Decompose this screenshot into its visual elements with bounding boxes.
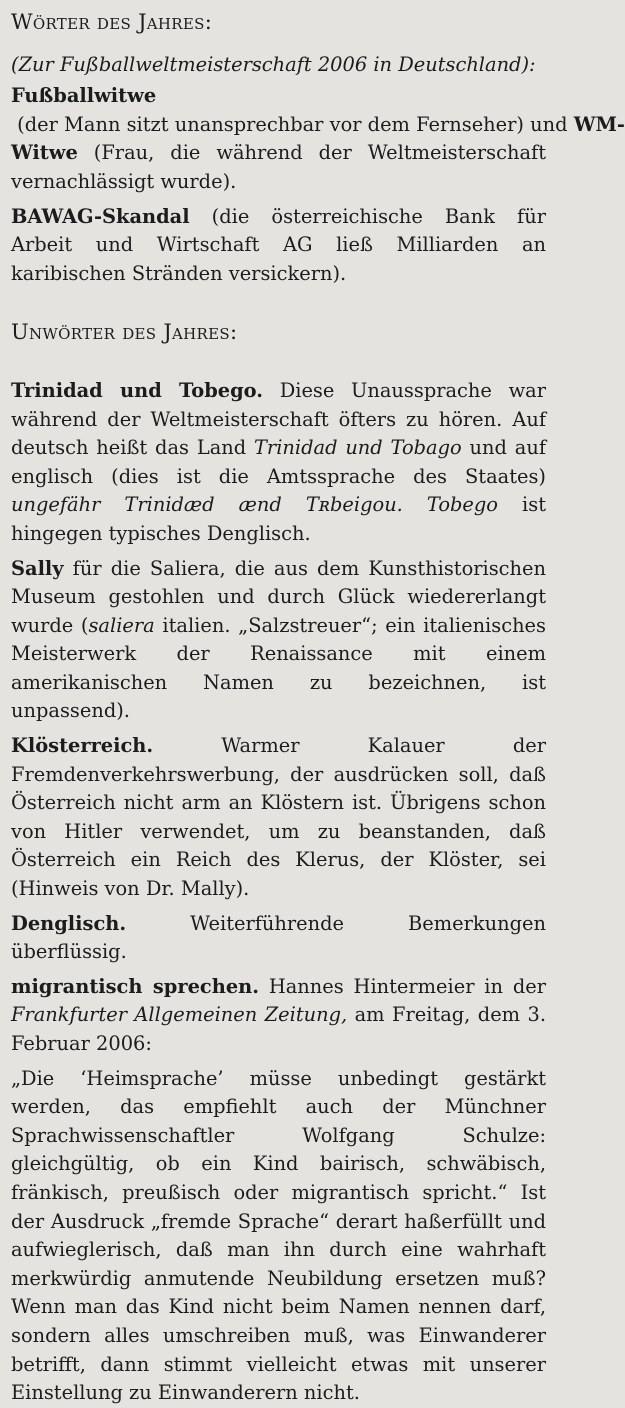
section-subtitle: (Zur Fußballweltmeisterschaft 2006 in Deutschland):	[11, 52, 536, 76]
entry-italic: Trinidad und Tobago	[254, 436, 462, 460]
entry-denglisch	[11, 910, 546, 967]
entry-fussballwitwe	[11, 82, 625, 196]
entry-trinidad	[11, 377, 546, 549]
entry-term: Trinidad und Tobego.	[11, 378, 263, 402]
entry-bawag	[11, 203, 546, 289]
section-heading-unwoerter: Unwörter des Jahres:	[11, 320, 238, 345]
entry-text: (Frau, die während der Weltmeisterschaft vernachlässigt wurde).	[11, 141, 546, 193]
entry-term: BAWAG-Skandal	[11, 204, 190, 228]
entry-text: (die österreichische Bank für Arbeit und Wirtschaft AG ließ Milliarden an karibischen Stränden versickern).	[11, 204, 546, 285]
entry-text: am Freitag, dem 3. Februar 2006:	[11, 1003, 546, 1055]
entry-text: Diese Unaussprache war während der Weltmeisterschaft öfters zu hören. Auf deutsch heißt das Land	[11, 378, 546, 460]
entry-sally	[11, 555, 546, 727]
section-heading-woerter: Wörter des Jahres:	[11, 10, 213, 34]
entry-italic: Frankfurter Allgemeinen Zeitung,	[11, 1003, 348, 1027]
entry-term: WM-Witwe	[11, 112, 625, 165]
entry-italic: ungefähr Trinidæd ænd Tʀbeigou.	[11, 493, 403, 517]
entry-term: Klösterreich.	[11, 734, 154, 758]
entry-text: Hannes Hintermeier in der	[259, 974, 546, 998]
entry-term: migrantisch sprechen.	[11, 974, 259, 998]
entry-text: Warmer Kalauer der Fremdenverkehrswerbung, der ausdrücken soll, daß Österreich nicht arm an Klöstern ist. Übrigens schon von Hitler verwendet, um zu beanstanden, daß Österreich ein Reich des Klerus, der Klöster, sei (Hinweis von Dr. Mally).	[11, 734, 546, 901]
entry-text: (der Mann sitzt unansprechbar vor dem Fernseher) und	[11, 112, 574, 136]
entry-migrantisch	[11, 973, 546, 1059]
quote-paragraph: „Die ‘Heimsprache’ müsse unbedingt gestärkt werden, das empfiehlt auch der Münchner Sprachwissenschaftler Wolfgang Schulze: gleichgültig, ob ein Kind bairisch, schwäbisch, fränkisch, preußisch oder migrantisch spricht.“ Ist der Ausdruck „fremde Sprache“ derart haßerfüllt und aufwieglerisch, daß man ihn durch eine wahrhaft merkwürdig anmutende Neubildung ersetzen muß? Wenn man das Kind nicht beim Namen nennen darf, sondern alles umschreiben muß, was Einwanderer betrifft, dann stimmt vielleicht etwas mit unserer Einstellung zu Einwanderern nicht.	[11, 1066, 546, 1405]
entry-text	[403, 493, 427, 516]
entry-italic: saliera	[88, 613, 155, 637]
entry-text: Weiterführende Bemerkungen überflüssig.	[11, 911, 546, 964]
entry-kloesterreich	[11, 732, 546, 904]
entry-italic: Tobego	[426, 493, 498, 517]
entry-text: italien. „Salzstreuer“; ein italienisches Meisterwerk der Renaissance mit einem amerikanischen Namen zu bezeichnen, ist unpassend).	[11, 613, 546, 723]
entry-text: und auf englisch (dies ist die Amtssprache des Staates)	[11, 436, 547, 488]
entry-text: ist hingegen typisches Denglisch.	[11, 493, 546, 545]
entry-term: Sally	[11, 556, 64, 580]
entry-term: Denglisch.	[11, 911, 127, 935]
entry-term: Fußballwitwe	[11, 84, 157, 108]
entry-text: für die Saliera, die aus dem Kunsthistorischen Museum gestohlen und durch Glück wiedererlangt wurde (	[11, 556, 546, 637]
